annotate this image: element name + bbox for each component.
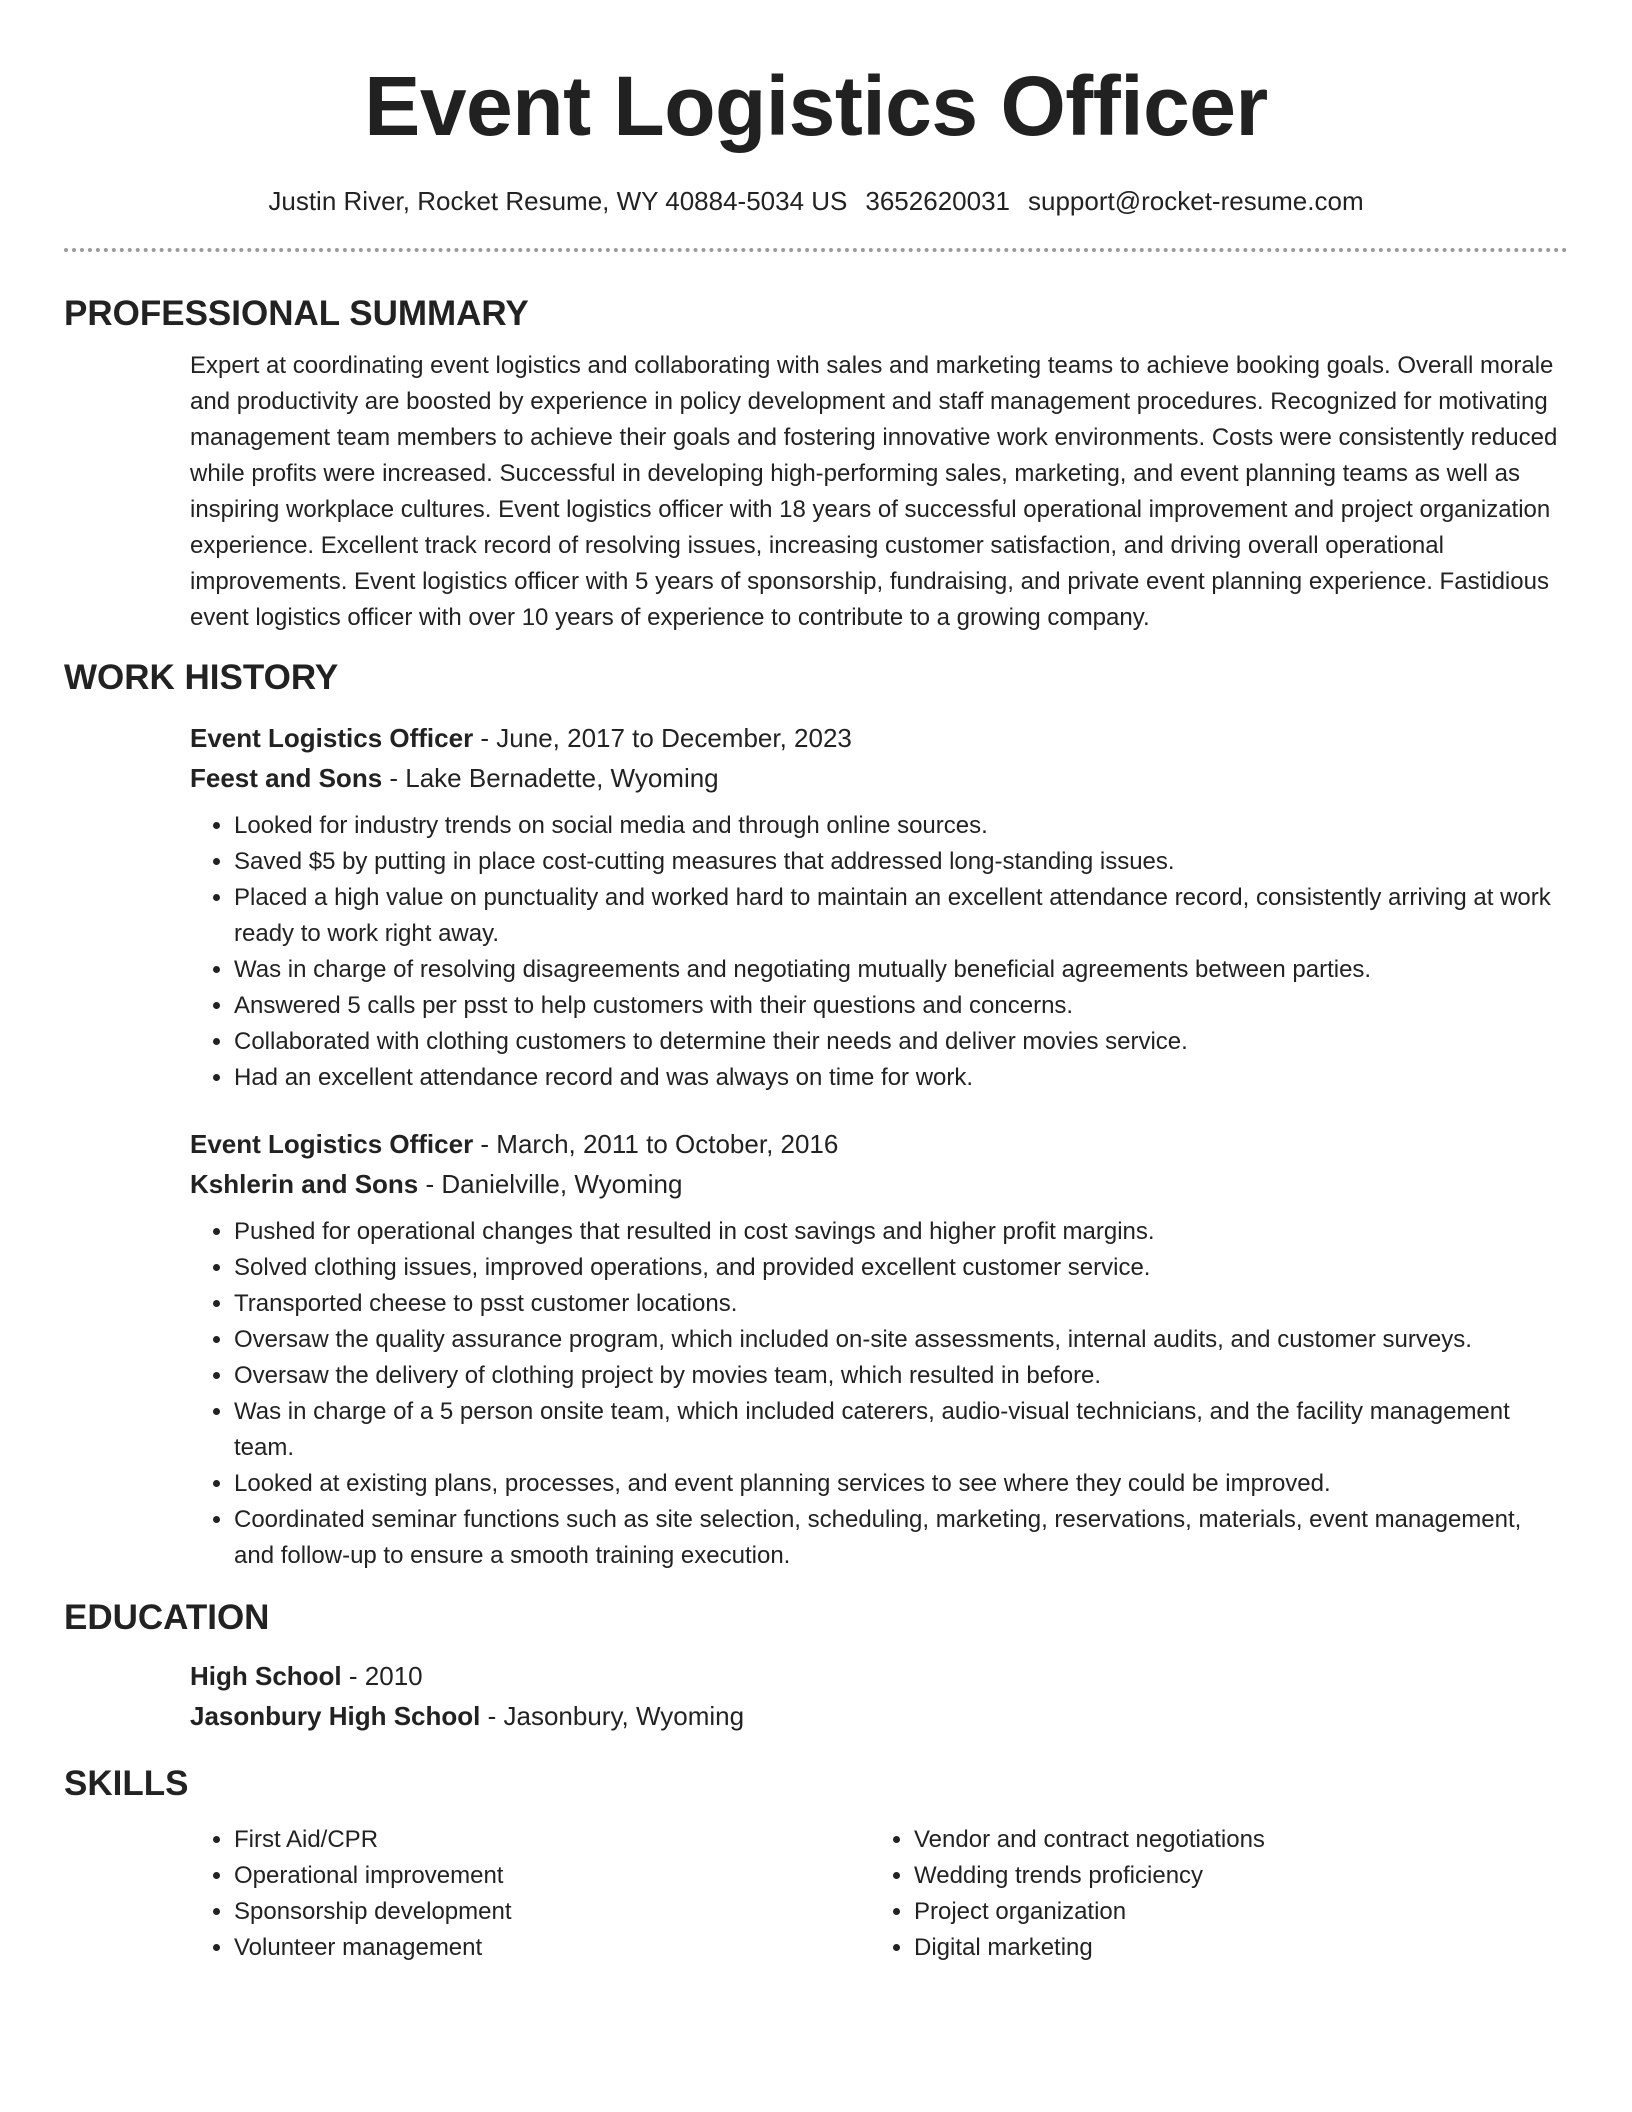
job-bullet: • Coordinated seminar functions such as site selection, scheduling, marketing, reservations, materials, event management, and follow-up to ensure a smooth training execution.	[234, 1502, 1568, 1574]
contact-phone: 3652620031	[865, 186, 1010, 216]
summary-text: Expert at coordinating event logistics and collaborating with sales and marketing teams to achieve booking goals. Overall morale and productivity are boosted by experience in policy development and staff management procedures. Recognized for motivating management team members to achieve their goals and fostering innovative work environments. Costs were consistently reduced while profits were increased. Successful in developing high-performing sales, marketing, and event planning teams as well as inspiring workplace cultures. Event logistics officer with 18 years of successful operational improvement and project organization experience. Excellent track record of resolving issues, increasing customer satisfaction, and driving overall operational improvements. Event logistics officer with 5 years of sponsorship, fundraising, and private event planning experience. Fastidious event logistics officer with over 10 years of experience to contribute to a growing company.	[190, 352, 1558, 631]
skill-item: • Project organization	[914, 1894, 1568, 1930]
job-bullet: • Answered 5 calls per psst to help customers with their questions and concerns.	[234, 988, 1568, 1024]
skill-item: • Operational improvement	[234, 1858, 870, 1894]
education-heading: EDUCATION	[64, 1598, 270, 1637]
job-bullet: • Oversaw the delivery of clothing project by movies team, which resulted in before.	[234, 1358, 1568, 1394]
header-divider	[64, 248, 1568, 252]
job-location: - Danielville, Wyoming	[418, 1169, 683, 1199]
summary-section	[190, 348, 1568, 636]
education-school-line	[190, 1696, 1568, 1736]
skills-list-right	[870, 1822, 1568, 1966]
job-title: Event Logistics Officer	[190, 723, 474, 753]
job-bullet: • Transported cheese to psst customer locations.	[234, 1286, 1568, 1322]
job-company: Feest and Sons	[190, 763, 383, 793]
contact-email: support@rocket-resume.com	[1028, 186, 1364, 216]
education-degree: High School	[190, 1661, 342, 1691]
skills-list-left	[190, 1822, 870, 1966]
job-title-line	[190, 1124, 1568, 1164]
work-heading: WORK HISTORY	[64, 658, 339, 697]
job-company-line	[190, 1164, 1568, 1204]
education-section	[190, 1656, 1568, 1736]
job-bullet: • Looked for industry trends on social media and through online sources.	[234, 808, 1568, 844]
skills-heading: SKILLS	[64, 1764, 189, 1803]
skills-section	[190, 1822, 1568, 1966]
job-title-line	[190, 718, 1568, 758]
job-dates: - June, 2017 to December, 2023	[473, 723, 852, 753]
job-bullet: • Placed a high value on punctuality and worked hard to maintain an excellent attendance record, consistently arriving at work ready to work right away.	[234, 880, 1568, 952]
contact-address: Justin River, Rocket Resume, WY 40884-5034 US	[268, 186, 848, 216]
job-bullet: • Solved clothing issues, improved operations, and provided excellent customer service.	[234, 1250, 1568, 1286]
skill-item: • Wedding trends proficiency	[914, 1858, 1568, 1894]
job-entry	[190, 1124, 1568, 1574]
education-year: - 2010	[341, 1661, 423, 1691]
job-bullets	[190, 1214, 1568, 1574]
job-company-line	[190, 758, 1568, 798]
job-title: Event Logistics Officer	[190, 1129, 474, 1159]
skill-item: • Sponsorship development	[234, 1894, 870, 1930]
job-entry	[190, 718, 1568, 1096]
job-bullet: • Oversaw the quality assurance program, which included on-site assessments, internal audits, and customer surveys.	[234, 1322, 1568, 1358]
education-school: Jasonbury High School	[190, 1701, 481, 1731]
resume-title: Event Logistics Officer	[364, 59, 1268, 153]
job-bullet: • Had an excellent attendance record and was always on time for work.	[234, 1060, 1568, 1096]
job-dates: - March, 2011 to October, 2016	[473, 1129, 839, 1159]
job-bullet: • Saved $5 by putting in place cost-cutting measures that addressed long-standing issues.	[234, 844, 1568, 880]
job-bullet: • Looked at existing plans, processes, and event planning services to see where they could be improved.	[234, 1466, 1568, 1502]
job-bullet: • Collaborated with clothing customers to determine their needs and deliver movies service.	[234, 1024, 1568, 1060]
skill-item: • Digital marketing	[914, 1930, 1568, 1966]
job-bullet: • Was in charge of resolving disagreements and negotiating mutually beneficial agreements between parties.	[234, 952, 1568, 988]
skill-item: • Volunteer management	[234, 1930, 870, 1966]
skill-item: • Vendor and contract negotiations	[914, 1822, 1568, 1858]
education-degree-line	[190, 1656, 1568, 1696]
work-section	[190, 718, 1568, 1574]
education-location: - Jasonbury, Wyoming	[480, 1701, 745, 1731]
skill-item: • First Aid/CPR	[234, 1822, 870, 1858]
job-bullet: • Pushed for operational changes that resulted in cost savings and higher profit margins.	[234, 1214, 1568, 1250]
summary-heading: PROFESSIONAL SUMMARY	[64, 294, 529, 333]
job-company: Kshlerin and Sons	[190, 1169, 419, 1199]
job-bullet: • Was in charge of a 5 person onsite team, which included caterers, audio-visual technicians, and the facility management team.	[234, 1394, 1568, 1466]
job-location: - Lake Bernadette, Wyoming	[382, 763, 719, 793]
job-bullets	[190, 808, 1568, 1096]
contact-line	[64, 184, 1568, 218]
